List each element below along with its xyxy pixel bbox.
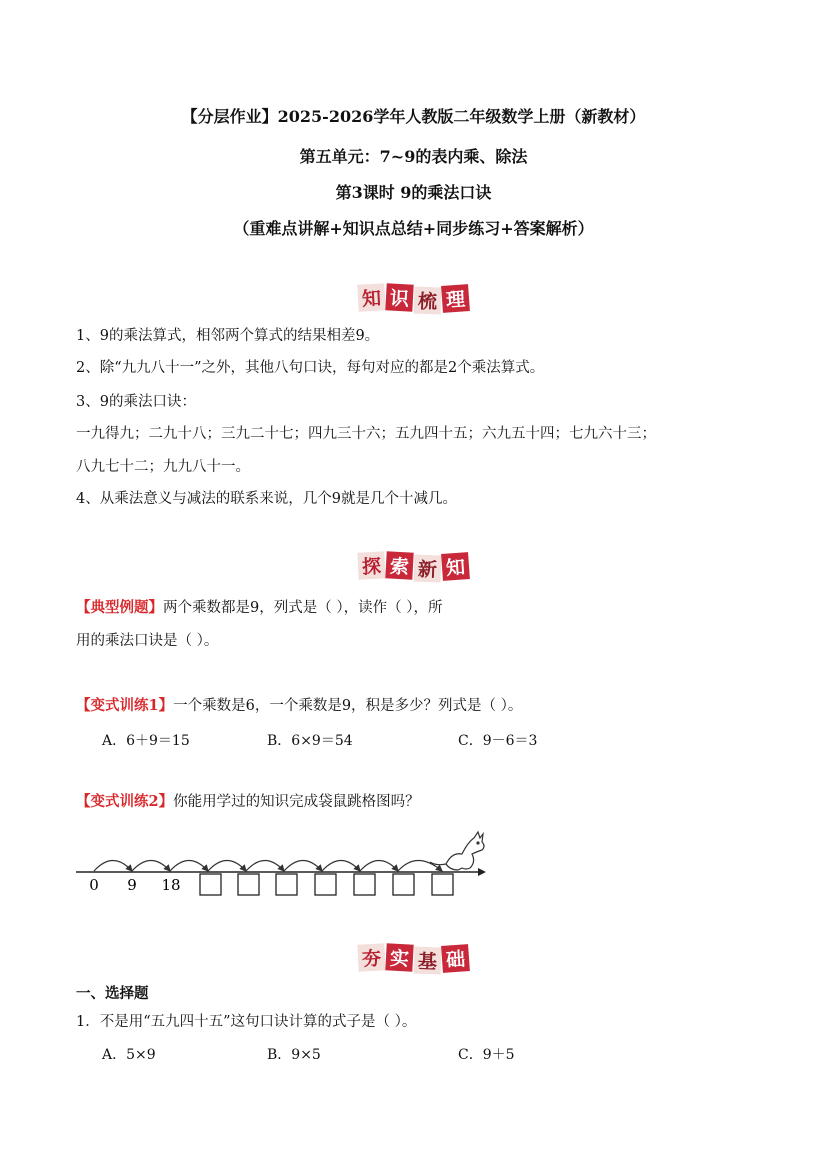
banner-char: 探 — [357, 551, 385, 579]
knowledge-point-2: 2、除“九九八十一”之外，其他八句口诀，每句对应的都是2个乘法算式。 — [76, 360, 545, 376]
answer-box[interactable] — [276, 874, 297, 895]
banner-char: 理 — [441, 284, 470, 313]
section-heading-choice: 一、选择题 — [76, 985, 149, 1002]
content-subtitle: （重难点讲解+知识点总结+同步练习+答案解析） — [233, 219, 594, 238]
choice-b: B．6×9＝54 — [267, 733, 353, 749]
answer-box[interactable] — [238, 874, 259, 895]
typical-example — [76, 598, 442, 618]
kangaroo-jump-number-line — [70, 826, 490, 898]
answer-box[interactable] — [200, 874, 221, 895]
multiplication-rhymes-line1: 一九得九；二九十八；三九二十七；四九三十六；五九四十五；六九五十四；七九六十三； — [76, 426, 656, 442]
answer-box[interactable] — [393, 874, 414, 895]
banner-char: 梳 — [414, 287, 442, 315]
banner-char: 夯 — [357, 943, 385, 971]
variant-1-text: 一个乘数是6，一个乘数是9，积是多少？列式是（ ）。 — [173, 698, 523, 714]
banner-char: 知 — [357, 283, 385, 311]
answer-box[interactable] — [315, 874, 336, 895]
banner-char: 知 — [441, 552, 470, 581]
knowledge-point-3: 3、9的乘法口诀： — [76, 394, 196, 410]
example-text-cont: 用的乘法口诀是（ ）。 — [76, 633, 219, 649]
variant-2 — [76, 792, 420, 812]
q1-choice-a: A．5×9 — [102, 1047, 156, 1063]
multiplication-rhymes-line2: 八九七十二；九九八十一。 — [76, 459, 250, 475]
example-text: 两个乘数都是9，列式是（ ），读作（ ），所 — [163, 600, 443, 616]
variant-2-label: 【变式训练2】 — [76, 793, 174, 810]
jump-arcs — [94, 861, 442, 872]
banner-char: 索 — [385, 551, 413, 579]
example-label: 【典型例题】 — [76, 599, 163, 616]
q1-choice-b: B．9×5 — [267, 1047, 321, 1063]
unit-title: 第五单元：7~9的表内乘、除法 — [299, 147, 528, 166]
tick-label-18: 18 — [161, 876, 181, 894]
tick-label-9: 9 — [127, 876, 137, 894]
question-1: 1．不是用“五九四十五”这句口诀计算的式子是（ ）。 — [76, 1014, 417, 1030]
banner-solid-foundation — [358, 944, 469, 974]
banner-char: 基 — [414, 947, 442, 975]
variant-1-label: 【变式训练1】 — [76, 697, 174, 714]
banner-char: 础 — [441, 944, 470, 973]
lesson-title: 第3课时 9的乘法口诀 — [335, 183, 492, 202]
axis-arrow-icon — [478, 868, 486, 876]
tick-label-0: 0 — [89, 876, 99, 894]
variant-1 — [76, 696, 522, 716]
q1-choice-c: C．9＋5 — [458, 1047, 515, 1063]
answer-box[interactable] — [354, 874, 375, 895]
knowledge-point-1: 1、9的乘法算式，相邻两个算式的结果相差9。 — [76, 328, 380, 344]
knowledge-point-4: 4、从乘法意义与减法的联系来说，几个9就是几个十减几。 — [76, 491, 457, 507]
choice-c: C．9－6＝3 — [458, 733, 538, 749]
kangaroo-icon — [430, 832, 484, 870]
banner-char: 识 — [385, 283, 413, 311]
banner-char: 实 — [385, 943, 413, 971]
banner-explore-new — [358, 552, 469, 582]
variant-2-text: 你能用学过的知识完成袋鼠跳格图吗？ — [173, 794, 420, 810]
banner-char: 新 — [414, 555, 442, 583]
answer-box[interactable] — [432, 874, 453, 895]
document-title: 【分层作业】2025-2026学年人教版二年级数学上册（新教材） — [181, 107, 646, 126]
banner-knowledge-summary — [358, 284, 469, 314]
choice-a: A．6＋9＝15 — [102, 733, 190, 749]
